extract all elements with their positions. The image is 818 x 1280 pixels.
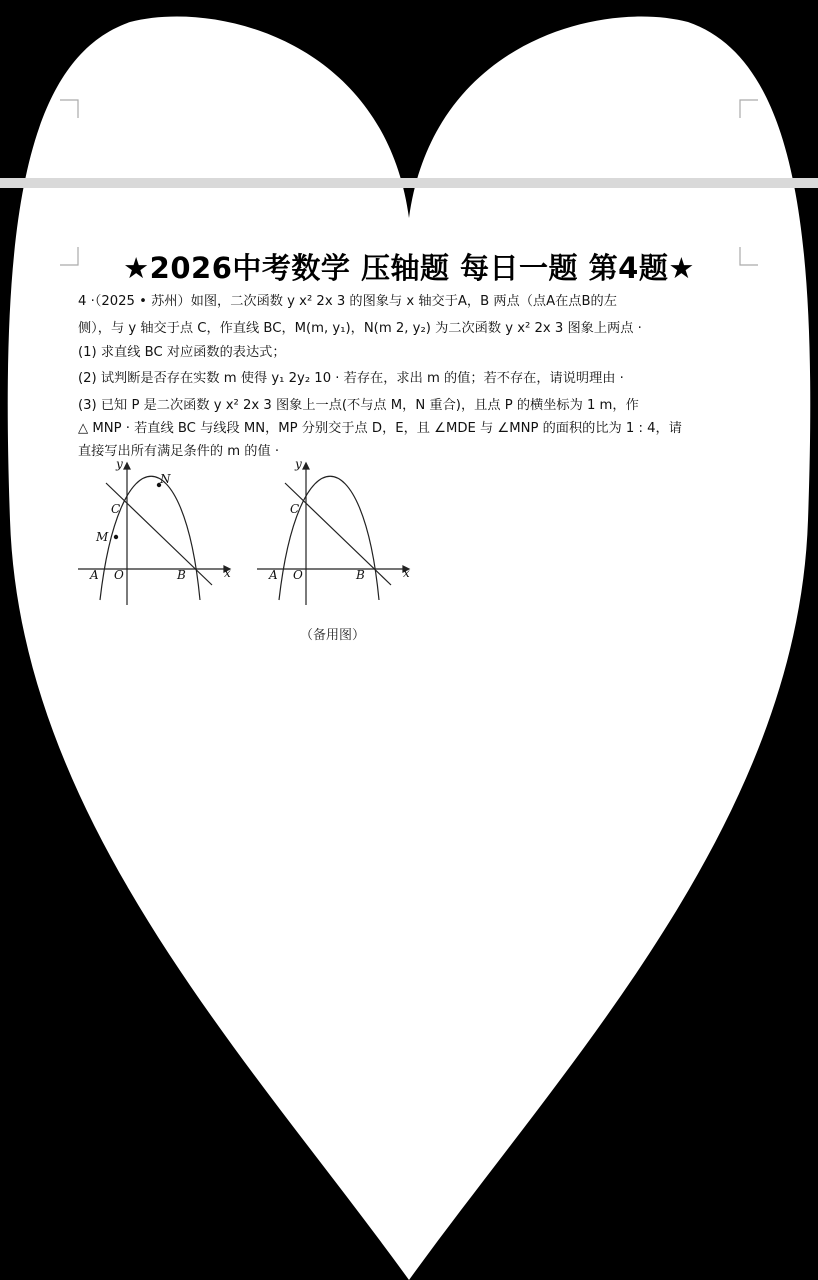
label-c: C <box>290 502 300 516</box>
label-b: B <box>356 568 365 582</box>
problem-part-3-line-3: 直接写出所有满足条件的 m 的值 · <box>78 444 280 459</box>
problem-part-3-line-2: △ MNP · 若直线 BC 与线段 MN，MP 分别交于点 D，E，且 ∠MDE 与 ∠MNP 的面积的比为 1 : 4，请 <box>78 421 682 436</box>
page-title: ★2026中考数学 压轴题 每日一题 第4题★ <box>123 251 695 285</box>
y-label: y <box>116 457 123 471</box>
x-label: x <box>403 566 410 580</box>
figure-main <box>74 455 244 610</box>
figure-caption: （备用图） <box>300 628 366 643</box>
label-o: O <box>293 568 303 582</box>
label-n: N <box>160 472 171 486</box>
y-label: y <box>295 457 302 471</box>
label-b: B <box>177 568 186 582</box>
label-c: C <box>111 502 121 516</box>
problem-part-3-line-1: (3) 已知 P 是二次函数 y x² 2x 3 图象上一点(不与点 M，N 重合)，且点 P 的横坐标为 1 m，作 <box>78 398 639 413</box>
y-axis-arrow <box>303 463 309 469</box>
label-a: A <box>90 568 99 582</box>
label-o: O <box>114 568 124 582</box>
problem-part-1: (1) 求直线 BC 对应函数的表达式； <box>78 345 286 360</box>
point-m <box>114 535 118 539</box>
label-a: A <box>269 568 278 582</box>
label-m: M <box>96 530 109 544</box>
problem-line-1: 4 ·（2025 • 苏州）如图，二次函数 y x² 2x 3 的图象与 x 轴交于A，B 两点（点A在点B的左 <box>78 294 617 309</box>
problem-part-2: (2) 试判断是否存在实数 m 使得 y₁ 2y₂ 10 · 若存在，求出 m 的值；若不存在，请说明理由 · <box>78 371 624 386</box>
x-label: x <box>224 566 231 580</box>
y-axis-arrow <box>124 463 130 469</box>
figure-spare <box>253 455 423 610</box>
problem-line-2: 侧），与 y 轴交于点 C，作直线 BC，M(m, y₁)，N(m 2, y₂) 为二次函数 y x² 2x 3 图象上两点 · <box>78 321 642 336</box>
